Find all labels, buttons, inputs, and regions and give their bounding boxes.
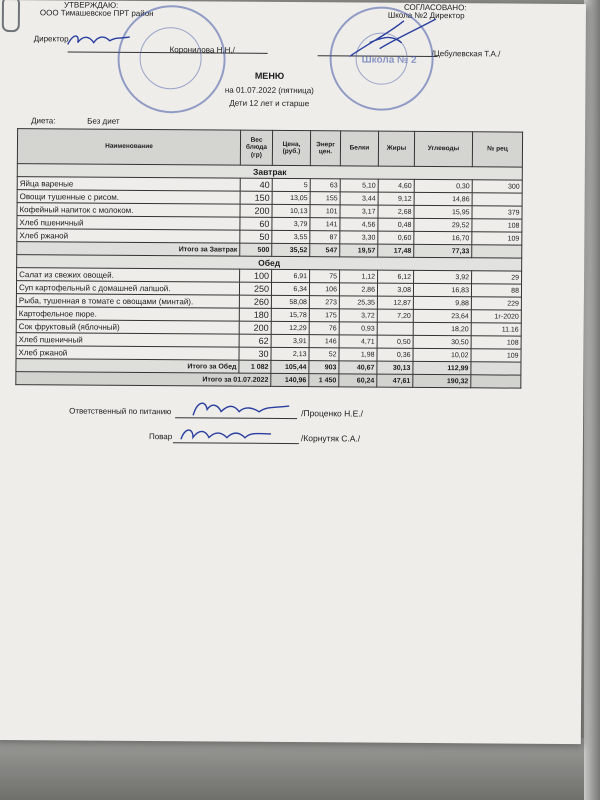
cell-name: Овощи тушенные с рисом. [17,190,240,205]
cell-carbs: 16,83 [413,283,471,296]
subtotal-label: Итого за Обед [16,359,239,374]
cell-carbs: 16,70 [414,231,472,244]
cell-protein: 3,17 [340,205,378,218]
cell-fat: 12,87 [377,296,413,309]
cell-protein: 2,86 [339,283,377,296]
cell-carbs: 9,88 [413,296,471,309]
cell-fat: 0,50 [377,335,413,348]
cell-protein: 5,10 [340,179,378,192]
director-right-name: /Цебулевская Т.А./ [431,49,501,59]
cell-energy: 75 [310,270,340,283]
cell-weight: 150 [240,191,272,204]
col-protein-header: Белки [340,131,378,166]
total-label: Итого за 01.07.2022 [16,372,271,387]
cell-weight: 62 [239,334,271,347]
cell-protein: 25,35 [339,296,377,309]
total-energy: 1 450 [309,374,339,387]
subtotal-fat: 30,13 [377,361,413,374]
director-right-signature [340,12,450,63]
subtotal-label: Итого за Завтрак [17,242,240,257]
cell-weight: 200 [240,204,272,217]
cell-protein: 3,72 [339,309,377,322]
col-energy-header: Энерг цен. [310,131,340,166]
cell-fat: 6,12 [378,270,414,283]
menu-age-group: Дети 12 лет и старше [229,98,310,109]
menu-table [15,128,523,389]
cell-energy: 63 [310,179,340,192]
cell-recipe: 1г-2020 [471,310,521,323]
cell-fat: 2,68 [378,205,414,218]
cell-fat: 4,60 [378,179,414,192]
cook-signature [177,423,277,446]
cell-recipe: 109 [472,232,522,245]
total-recipe-empty [471,375,521,388]
cell-recipe: 108 [471,336,521,349]
approved-label: УТВЕРЖДАЮ: [63,0,119,10]
cell-recipe [472,193,522,206]
subtotal-protein: 19,57 [340,244,378,257]
cell-name: Яйца вареные [17,177,240,192]
cell-price: 15,78 [271,308,309,321]
cell-energy: 175 [309,309,339,322]
cell-fat: 0,60 [378,231,414,244]
responsible-label: Ответственный по питанию [69,406,172,417]
subtotal-price: 105,44 [271,360,309,373]
cell-name: Картофельное пюре. [16,307,239,322]
cell-name: Хлеб пшеничный [16,333,239,348]
cell-energy: 106 [309,283,339,296]
stamp-text: Школа № 2 [361,54,417,66]
cell-protein: 3,30 [340,231,378,244]
cell-carbs: 3,92 [414,270,472,283]
cell-name: Сок фруктовый (яблочный) [16,320,239,335]
cell-protein: 4,71 [339,335,377,348]
table-header-row [17,129,522,168]
cell-price: 13,05 [272,191,310,204]
cell-weight: 60 [240,217,272,230]
responsible-name: /Проценко Н.Е./ [301,408,364,419]
cell-weight: 250 [239,282,271,295]
cell-carbs: 10,02 [413,348,471,361]
cell-carbs: 14,86 [414,192,472,205]
subtotal-carbs: 77,33 [414,244,472,257]
cell-weight: 50 [240,230,272,243]
cell-protein: 1,12 [340,270,378,283]
cell-price: 6,91 [272,269,310,282]
menu-date: на 01.07.2022 (пятница) [224,85,314,96]
cell-protein: 1,98 [339,348,377,361]
cook-name: /Корнутяк С.А./ [300,433,361,444]
cell-weight: 100 [240,269,272,282]
cell-name: Суп картофельный с домашней лапшой. [16,281,239,296]
subtotal-protein: 40,67 [339,361,377,374]
cell-fat [377,322,413,335]
total-fat: 47,61 [377,374,413,387]
cell-price: 5 [272,178,310,191]
total-protein: 60,24 [339,374,377,387]
cell-price: 3,55 [272,230,310,243]
cell-protein: 3,44 [340,192,378,205]
org-name: Тимашевское ПРТ район [60,8,154,19]
cell-recipe: 229 [471,297,521,310]
section-title: Завтрак [17,164,522,181]
cell-recipe: 108 [472,219,522,232]
col-name-header: Наименование [17,129,240,166]
cell-price: 3,79 [272,217,310,230]
day-total-row [16,372,521,389]
cell-fat: 3,08 [377,283,413,296]
cell-energy: 52 [309,348,339,361]
cell-weight: 180 [239,308,271,321]
subtotal-carbs: 112,99 [413,361,471,374]
menu-title: МЕНЮ [254,70,285,81]
subtotal-weight: 1 082 [239,360,271,373]
cell-recipe: 379 [472,206,522,219]
subtotal-energy: 903 [309,361,339,374]
diet-value: Без диет [87,116,120,126]
cell-recipe: 29 [472,271,522,284]
cell-price: 6,34 [271,282,309,295]
cell-carbs: 15,95 [414,205,472,218]
cell-name: Рыба, тушенная в томате с овощами (минтай). [16,294,239,309]
cell-name: Салат из свежих овощей. [17,268,240,283]
subtotal-weight: 500 [240,243,272,256]
cell-carbs: 30,50 [413,335,471,348]
director-left-name: Коронилова Н.Н./ [169,45,235,55]
cell-weight: 260 [239,295,271,308]
cell-energy: 87 [310,231,340,244]
subtotal-energy: 547 [310,244,340,257]
cell-fat: 7,20 [377,309,413,322]
cell-recipe: 109 [471,349,521,362]
cell-weight: 200 [239,321,271,334]
paperclip-icon [2,0,20,32]
cell-energy: 141 [310,218,340,231]
section-title: Обед [17,255,522,272]
responsible-signature [187,397,297,422]
org-prefix: ООО [39,8,59,18]
cell-protein: 0,93 [339,322,377,335]
floor-background [0,738,600,800]
col-price-header: Цена, (руб.) [272,130,310,165]
cell-name: Кофейный напиток с молоком. [17,203,240,218]
subtotal-recipe-empty [471,362,521,375]
cell-fat: 9,12 [378,192,414,205]
cell-weight: 30 [239,347,271,360]
subtotal-price: 35,52 [272,243,310,256]
cell-energy: 76 [309,322,339,335]
cell-fat: 0,36 [377,348,413,361]
paper-stack-edge [584,0,600,800]
subtotal-recipe-empty [472,245,522,258]
cell-protein: 4,56 [340,218,378,231]
total-price: 140,96 [271,373,309,386]
cell-weight: 40 [240,178,272,191]
cell-energy: 146 [309,335,339,348]
cell-carbs: 23,64 [413,309,471,322]
col-fat-header: Жиры [378,131,414,166]
cell-price: 58,08 [271,295,309,308]
cell-carbs: 0,30 [414,179,472,192]
subtotal-fat: 17,48 [378,244,414,257]
cell-recipe: 88 [471,284,521,297]
director-label: Директор [33,34,69,44]
cell-fat: 0,48 [378,218,414,231]
cell-name: Хлеб пшеничный [17,216,240,231]
cell-price: 2,13 [271,347,309,360]
col-recipe-header: № рец [472,132,522,167]
cell-price: 3,91 [271,334,309,347]
total-carbs: 190,32 [413,374,471,387]
cell-carbs: 18,20 [413,322,471,335]
cell-price: 12,29 [271,321,309,334]
cell-carbs: 29,52 [414,218,472,231]
cell-name: Хлеб ржаной [16,346,239,361]
cell-energy: 101 [310,205,340,218]
agreed-label: СОГЛАСОВАНО: [403,2,467,13]
cell-price: 10,13 [272,204,310,217]
cell-name: Хлеб ржаной [17,229,240,244]
school-director-line: Школа №2 Директор [387,10,465,21]
col-carbs-header: Углеводы [414,131,472,166]
director-left-signature [64,30,134,52]
cell-recipe: 11.16 [471,323,521,336]
col-weight-header: Вес блюда (гр) [240,130,272,165]
cook-label: Повар [148,432,173,442]
diet-label: Диета: [31,116,56,126]
cell-energy: 273 [309,296,339,309]
cell-energy: 155 [310,192,340,205]
cell-recipe: 300 [472,180,522,193]
